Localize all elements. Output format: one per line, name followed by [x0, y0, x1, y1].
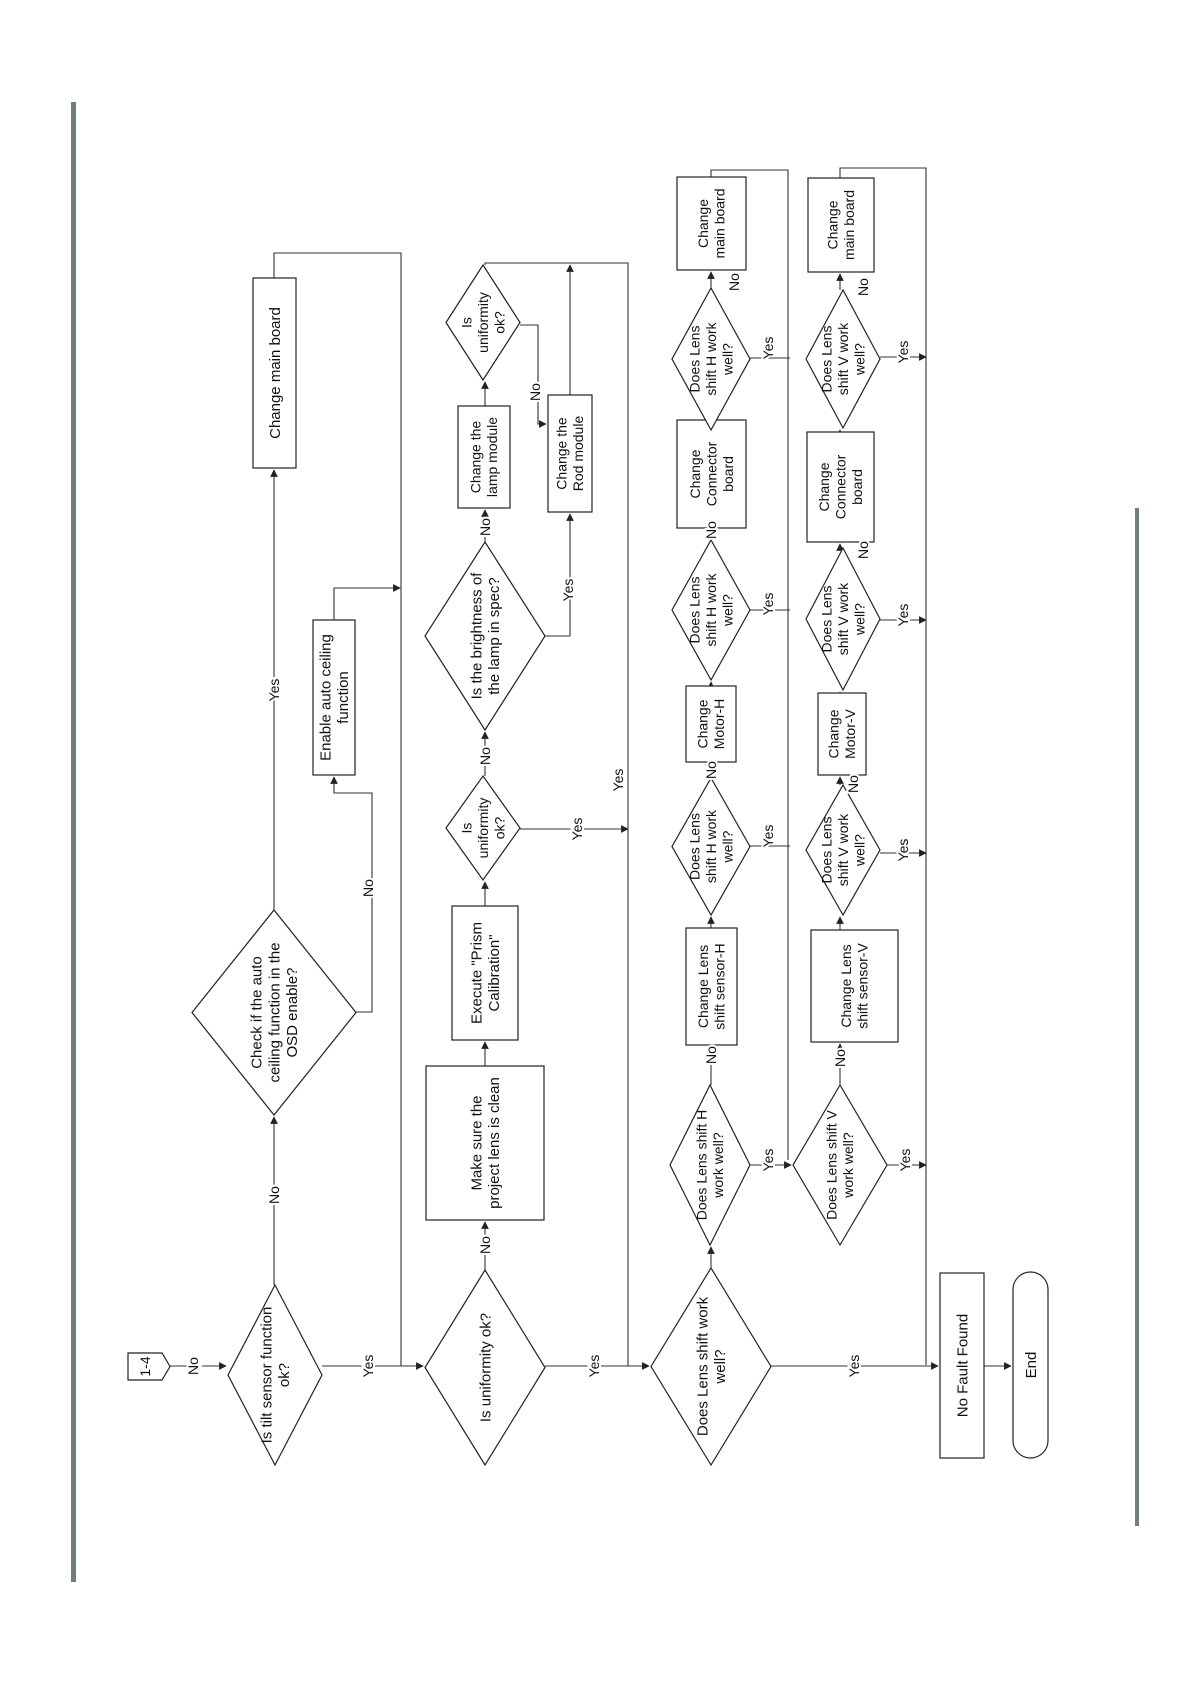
node-change-main-board-top-text	[267, 307, 284, 439]
node-change-sensor-v-line-1: shift sensor-V	[854, 943, 871, 1029]
node-end-line-0: End	[1022, 1351, 1040, 1379]
node-tilt-sensor-line-0: Is tilt sensor function	[258, 1306, 276, 1444]
left-margin-bar	[71, 102, 76, 1582]
branch-label-no-1: No	[266, 1186, 282, 1204]
branch-label-no-25: No	[855, 278, 871, 296]
node-enable-auto-ceiling-line-0: Enable auto ceiling	[317, 634, 335, 761]
node-h-work-3-line-1: shift H work	[702, 322, 719, 396]
node-h-work-1-line-0: Does Lens	[686, 813, 703, 880]
node-change-connector-v-line-0: Change	[815, 462, 832, 512]
flow-shapes	[128, 177, 1048, 1465]
node-h-work-2-line-0: Does Lens	[686, 576, 703, 644]
node-change-sensor-v-line-0: Change Lens	[838, 944, 855, 1028]
branch-label-yes-8: Yes	[610, 768, 626, 792]
node-change-main-board-v-line-1: main board	[841, 189, 858, 261]
node-change-sensor-v-text	[838, 943, 871, 1029]
node-auto-ceiling-check-line-0: Check if the auto	[248, 956, 266, 1069]
branch-label-no-24: No	[855, 541, 871, 559]
node-v-work-3-line-1: shift V work	[834, 322, 851, 396]
node-uniformity-ok-1-line-2: ok?	[491, 816, 508, 840]
node-change-motor-h-text	[695, 699, 728, 750]
node-prism-calibration-text	[468, 922, 503, 1024]
node-lens-shift-v-ok-line-0: Does Lens shift V	[823, 1110, 840, 1220]
node-change-rod-text	[554, 416, 587, 492]
flow-enable-out	[334, 588, 400, 620]
node-v-work-1-line-1: shift V work	[834, 813, 851, 887]
node-uniformity-ok-2-line-0: Is	[458, 317, 475, 328]
node-uniformity-ok-1-line-1: uniformity	[474, 797, 491, 859]
branch-label-no-15: No	[703, 521, 719, 539]
branch-label-yes-2: Yes	[266, 678, 282, 702]
node-change-connector-h-line-1: Connector	[703, 441, 720, 507]
node-change-connector-h-line-0: Change	[686, 449, 703, 499]
branch-label-yes-19: Yes	[760, 592, 776, 616]
node-uniformity-ok-1-line-0: Is	[458, 822, 475, 834]
node-tilt-sensor-line-1: ok?	[276, 1362, 294, 1388]
node-change-main-board-h-line-0: Change	[695, 198, 712, 249]
branch-label-no-3: No	[360, 879, 376, 897]
branch-label-no-22: No	[832, 1049, 848, 1067]
branch-label-yes-12: Yes	[586, 1354, 602, 1378]
node-lens-shift-ok-line-0: Does Lens shift work	[694, 1296, 712, 1437]
node-uniformity-ok-2-line-1: uniformity	[474, 292, 491, 353]
branch-label-yes-26: Yes	[897, 1148, 913, 1172]
node-change-motor-v-text	[826, 708, 859, 758]
node-h-work-1-line-1: shift H work	[702, 809, 719, 884]
node-h-work-2-line-1: shift H work	[702, 573, 719, 647]
node-v-work-1-line-2: well?	[851, 834, 868, 866]
node-no-fault-found-text	[954, 1314, 971, 1417]
flow-u2-no-to-rod	[520, 325, 546, 424]
node-lens-clean-line-0: Make sure the	[468, 1095, 486, 1191]
node-change-sensor-h-line-1: shift sensor-H	[711, 943, 728, 1030]
node-lamp-brightness-line-0: Is the brightness of	[468, 572, 486, 700]
flow-lamp-yes-to-rod	[545, 514, 570, 636]
node-h-work-2-line-2: well?	[719, 594, 736, 626]
node-change-lamp-text	[468, 417, 501, 497]
branch-label-no-14: No	[703, 761, 719, 779]
start-connector-text: 1-4	[137, 1356, 153, 1377]
branch-label-yes-10: Yes	[560, 578, 576, 602]
branch-label-yes-29: Yes	[895, 340, 911, 364]
branch-label-yes-20: Yes	[760, 336, 776, 360]
branch-label-no-7: No	[477, 747, 493, 765]
node-change-motor-h-line-0: Change	[694, 699, 711, 749]
node-lens-clean-text	[468, 1077, 503, 1209]
node-lens-shift-ok-line-1: well?	[712, 1349, 730, 1384]
node-h-work-3-line-0: Does Lens	[686, 325, 703, 393]
node-change-sensor-h-line-0: Change Lens	[695, 944, 712, 1029]
node-h-work-3-line-2: well?	[719, 343, 736, 375]
node-auto-ceiling-check-line-1: ceiling function in the	[266, 942, 284, 1083]
node-v-work-1-line-0: Does Lens	[818, 816, 835, 884]
branch-label-yes-17: Yes	[760, 1148, 776, 1172]
node-prism-calibration-line-1: Calibration"	[486, 934, 504, 1012]
node-change-connector-v-line-1: Connector	[832, 454, 849, 520]
node-v-work-3-line-0: Does Lens	[818, 325, 835, 393]
node-change-sensor-h-text	[695, 943, 728, 1029]
node-change-connector-h-line-2: board	[719, 456, 736, 492]
node-v-work-2-line-1: shift V work	[834, 582, 851, 656]
branch-label-no-13: No	[703, 1046, 719, 1064]
node-lens-shift-h-ok-line-1: work well?	[710, 1132, 727, 1198]
node-change-main-board-v-line-0: Change	[824, 200, 841, 250]
branch-label-yes-6: Yes	[569, 817, 585, 841]
node-is-uniformity-ok-line-0: Is uniformity ok?	[477, 1312, 495, 1423]
node-prism-calibration-line-0: Execute "Prism	[468, 921, 486, 1025]
branch-label-no-5: No	[477, 1236, 493, 1254]
node-change-rod-line-1: Rod module	[570, 415, 587, 492]
node-lens-clean-line-1: project lens is clean	[486, 1077, 504, 1209]
node-is-uniformity-ok-text	[477, 1313, 494, 1422]
node-h-work-1-line-2: well?	[719, 830, 736, 863]
node-change-main-board-top-line-0: Change main board	[266, 307, 284, 439]
node-change-motor-v-line-0: Change	[825, 709, 842, 759]
node-v-work-3-line-2: well?	[851, 343, 868, 375]
node-lens-shift-v-ok-line-1: work well?	[840, 1132, 857, 1198]
node-change-connector-v-line-2: board	[848, 469, 865, 505]
node-uniformity-ok-2-line-2: ok?	[491, 311, 508, 334]
right-margin-bar	[1135, 508, 1139, 1526]
branch-label-no-16: No	[726, 273, 742, 291]
node-lamp-brightness-line-1: the lamp in spec?	[486, 577, 504, 695]
node-auto-ceiling-check-line-2: OSD enable?	[283, 967, 301, 1058]
node-enable-auto-ceiling-line-1: function	[335, 671, 353, 724]
branch-label-yes-4: Yes	[360, 1354, 376, 1378]
node-end-text	[1023, 1352, 1040, 1379]
node-lens-shift-h-ok-line-0: Does Lens shift H	[693, 1109, 710, 1221]
branch-label-yes-21: Yes	[846, 1354, 862, 1378]
node-change-main-board-h-text	[695, 188, 728, 258]
node-v-work-2-line-0: Does Lens	[818, 585, 835, 653]
branch-label-no-9: No	[477, 518, 493, 536]
node-change-motor-v-line-1: Motor-V	[842, 709, 859, 759]
branch-label-no-0: No	[185, 1357, 201, 1375]
node-change-main-board-h-line-1: main board	[711, 188, 728, 259]
node-no-fault-found-line-0: No Fault Found	[954, 1313, 972, 1418]
node-change-main-board-v-text	[825, 190, 858, 260]
branch-label-no-23: No	[845, 775, 861, 793]
branch-label-no-11: No	[527, 383, 543, 401]
branch-label-yes-28: Yes	[895, 603, 911, 627]
node-change-rod-line-0: Change the	[553, 417, 570, 490]
node-change-lamp-line-1: lamp module	[484, 416, 501, 498]
node-change-lamp-line-0: Change the	[467, 420, 484, 494]
node-change-motor-h-line-1: Motor-H	[711, 698, 728, 750]
node-v-work-2-line-2: well?	[851, 603, 868, 635]
branch-label-yes-27: Yes	[895, 838, 911, 862]
branch-label-yes-18: Yes	[760, 824, 776, 848]
node-lamp-brightness-text	[468, 572, 503, 700]
